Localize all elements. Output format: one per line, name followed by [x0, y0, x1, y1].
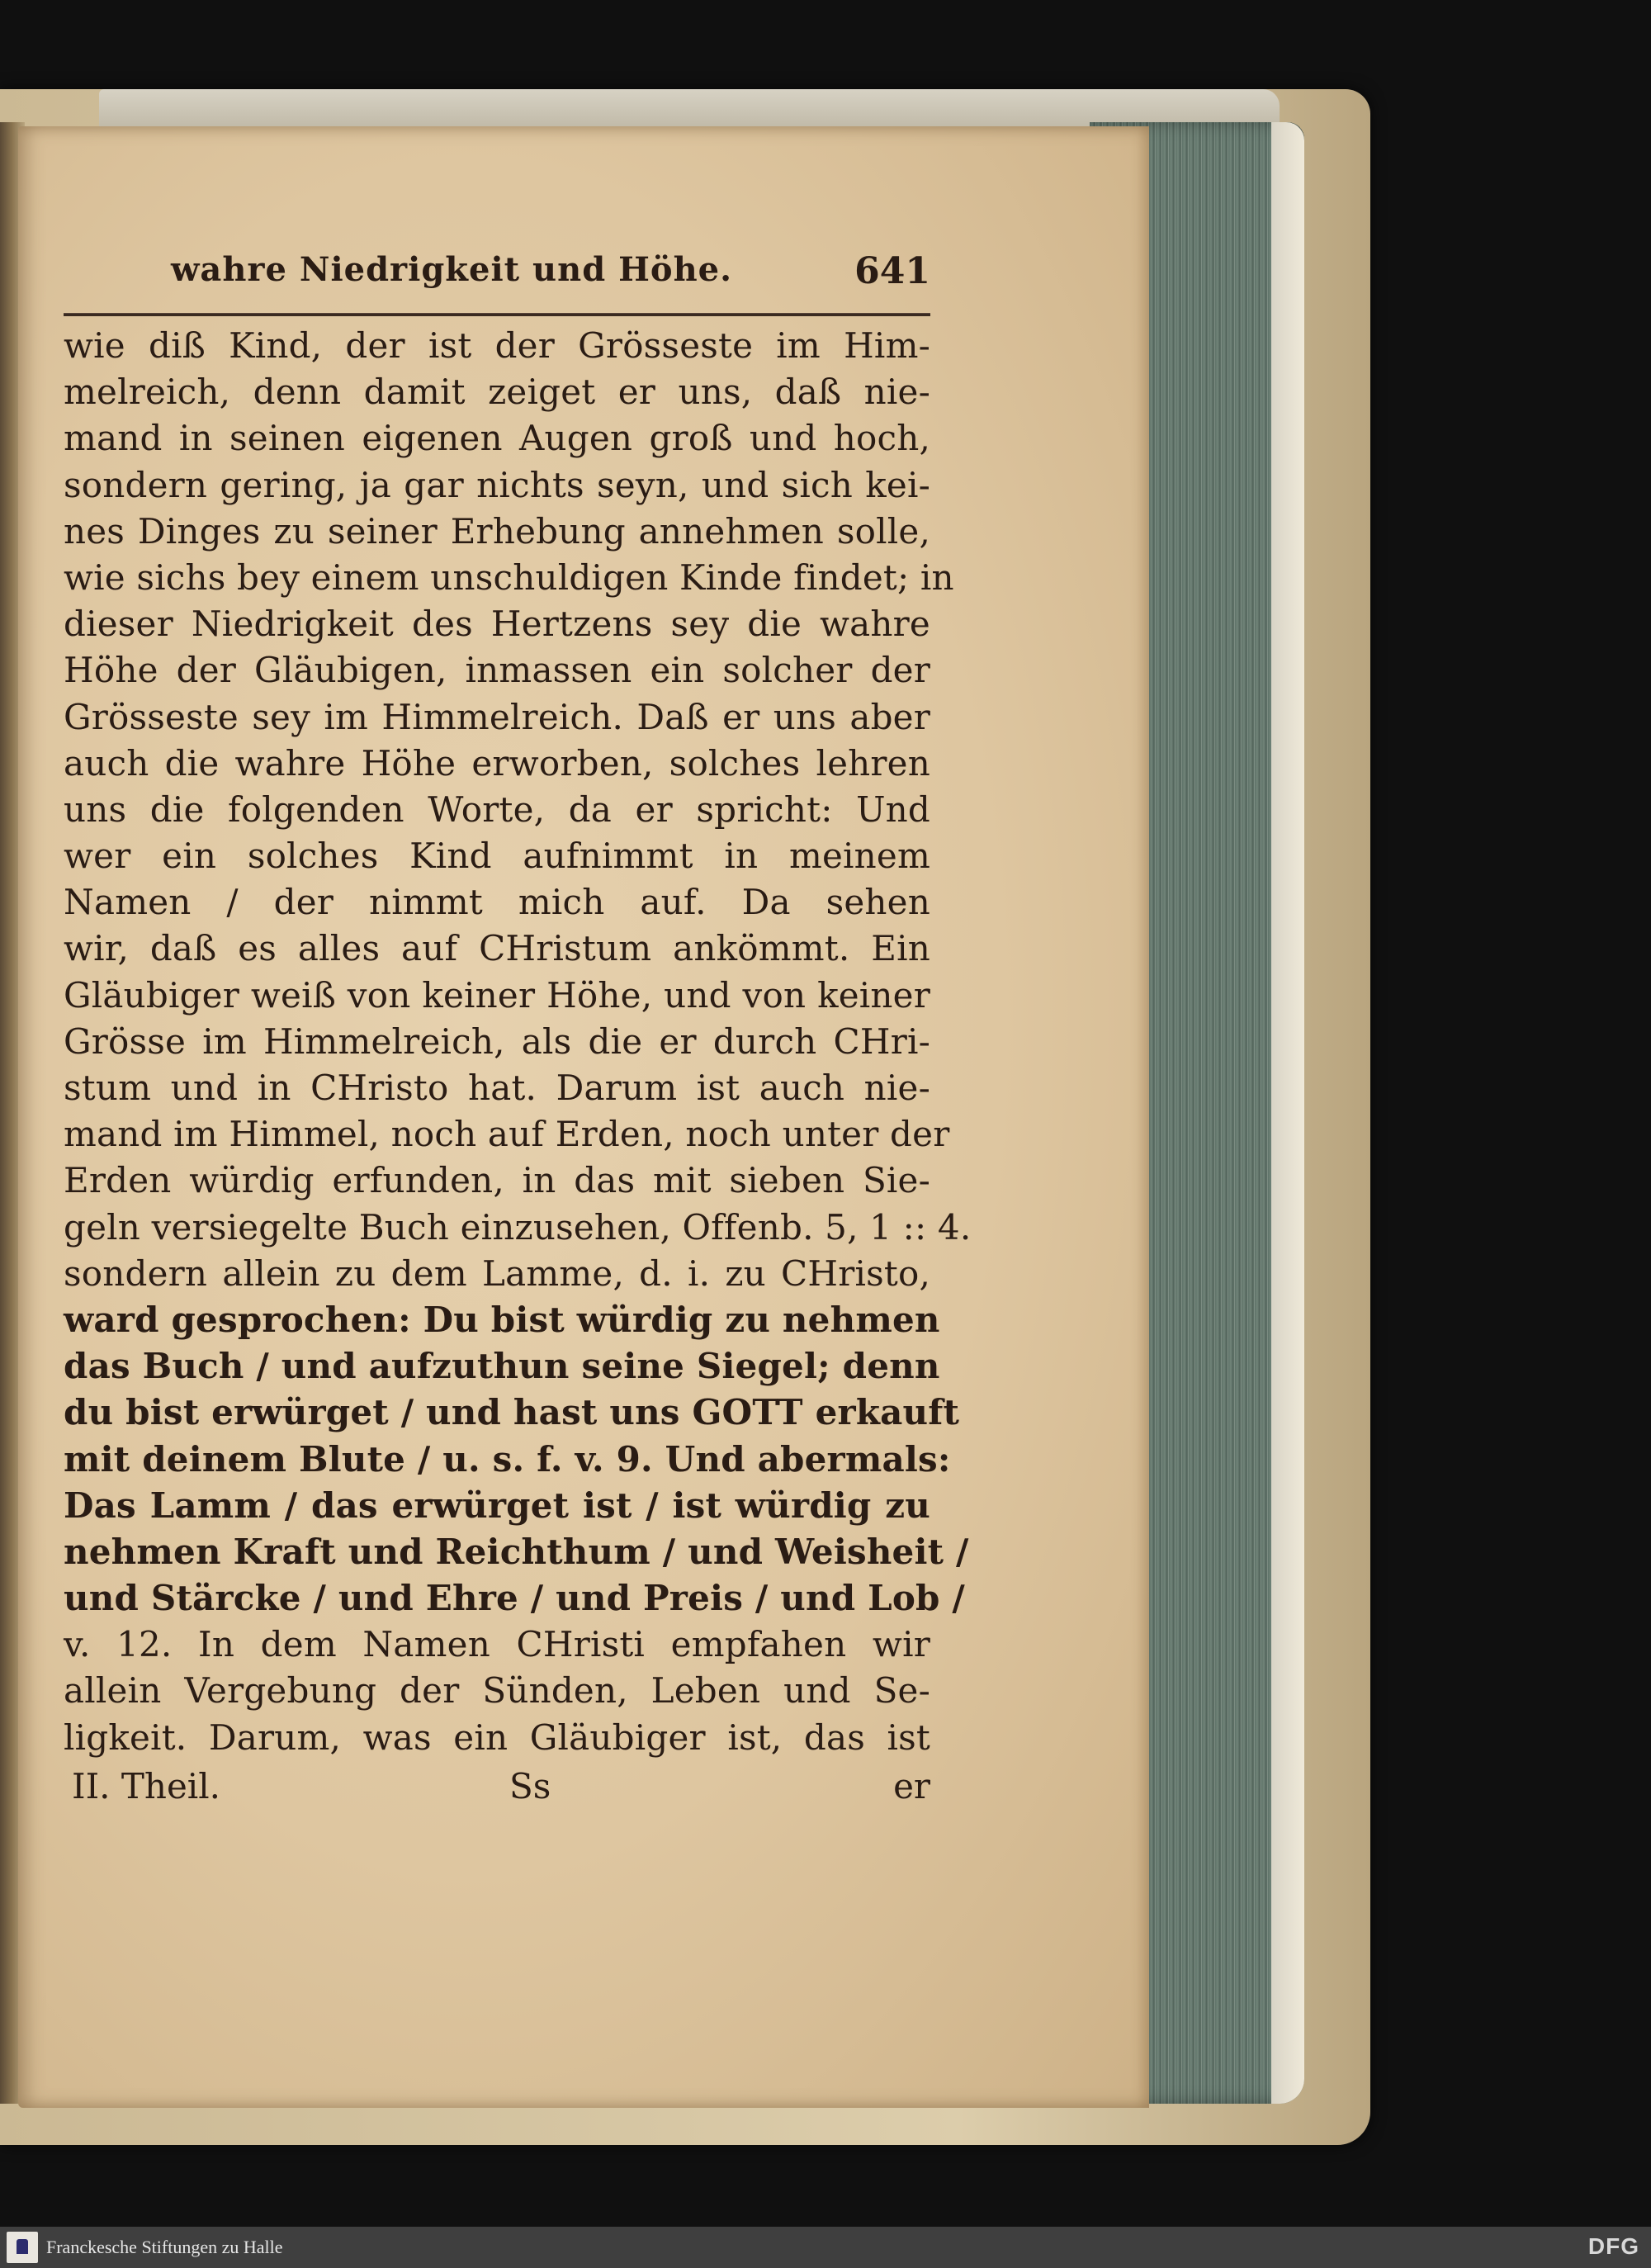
text-lines — [64, 323, 972, 1761]
foundation-logo-icon — [7, 2232, 38, 2263]
text-line: stum und in CHristo hat. Darum ist auch nie- — [64, 1068, 930, 1108]
text-line: Grösseste sey im Himmelreich. Daß er uns aber — [64, 696, 930, 737]
text-line: v. 12. In dem Namen CHristi empfahen wir — [64, 1624, 930, 1665]
text-line: Grösse im Himmelreich, als die er durch CHri- — [64, 1020, 930, 1062]
text-line: und Stärcke / und Ehre / und Preis / und Lob / — [64, 1578, 965, 1619]
text-line: ward gesprochen: Du bist würdig zu nehmen — [64, 1299, 940, 1340]
head-rule — [64, 313, 930, 316]
text-line: nehmen Kraft und Reichthum / und Weisheit / — [64, 1531, 969, 1572]
running-head — [64, 247, 930, 313]
book-page — [18, 126, 1149, 2108]
text-line: geln versiegelte Buch einzusehen, Offenb. 5, 1 :: 4. — [64, 1206, 972, 1248]
text-line: mand in seinen eigenen Augen groß und hoch, — [64, 418, 930, 459]
text-line: wir, daß es alles auf CHristum ankömmt. Ein — [64, 928, 930, 969]
text-line: uns die folgenden Worte, da er spricht: Und — [64, 788, 930, 830]
text-line: Höhe der Gläubigen, inmassen ein solcher der — [64, 650, 930, 691]
text-line: wie diß Kind, der ist der Grösseste im Him- — [64, 325, 930, 366]
book — [0, 89, 1370, 2145]
text-line: du bist erwürget / und hast uns GOTT erkauft — [64, 1392, 960, 1433]
text-line: ligkeit. Darum, was ein Gläubiger ist, das ist — [64, 1716, 930, 1758]
text-line: wer ein solches Kind aufnimmt in meinem — [64, 836, 930, 877]
page-block-fore-edge — [1271, 122, 1304, 2104]
text-line: nes Dinges zu seiner Erhebung annehmen solle, — [64, 510, 930, 552]
text-line: allein Vergebung der Sünden, Leben und Se- — [64, 1670, 930, 1712]
page-footer — [64, 1766, 930, 1816]
signature-mark: Ss — [509, 1765, 551, 1806]
text-line: wie sichs bey einem unschuldigen Kinde findet; in — [64, 556, 954, 598]
text-line: sondern gering, ja gar nichts seyn, und sich kei- — [64, 464, 930, 505]
signature-label: II. Theil. — [72, 1765, 221, 1806]
text-block — [64, 247, 972, 1816]
text-line: Das Lamm / das erwürget ist / ist würdig zu — [64, 1484, 930, 1526]
catchword: er — [893, 1765, 930, 1806]
text-line: mit deinem Blute / u. s. f. v. 9. Und abermals: — [64, 1438, 951, 1480]
text-line: dieser Niedrigkeit des Hertzens sey die wahre — [64, 604, 930, 645]
running-title: wahre Niedrigkeit und Höhe. — [171, 250, 733, 289]
dfg-logo: DFG — [1587, 2233, 1639, 2259]
page-number: 641 — [854, 250, 930, 292]
text-line: mand im Himmel, noch auf Erden, noch unter der — [64, 1114, 950, 1155]
text-line: sondern allein zu dem Lamme, d. i. zu CHristo, — [64, 1252, 930, 1294]
text-line: auch die wahre Höhe erworben, solches lehren — [64, 742, 930, 784]
text-line: melreich, denn damit zeiget er uns, daß nie- — [64, 372, 930, 413]
library-bar — [0, 2227, 1651, 2268]
text-line: Gläubiger weiß von keiner Höhe, und von keiner — [64, 974, 930, 1016]
text-line: Erden würdig erfunden, in das mit sieben Sie- — [64, 1160, 930, 1201]
text-line: das Buch / und aufzuthun seine Siegel; denn — [64, 1346, 940, 1387]
library-name: Franckesche Stiftungen zu Halle — [46, 2237, 283, 2257]
text-line: Namen / der nimmt mich auf. Da sehen — [64, 882, 930, 923]
